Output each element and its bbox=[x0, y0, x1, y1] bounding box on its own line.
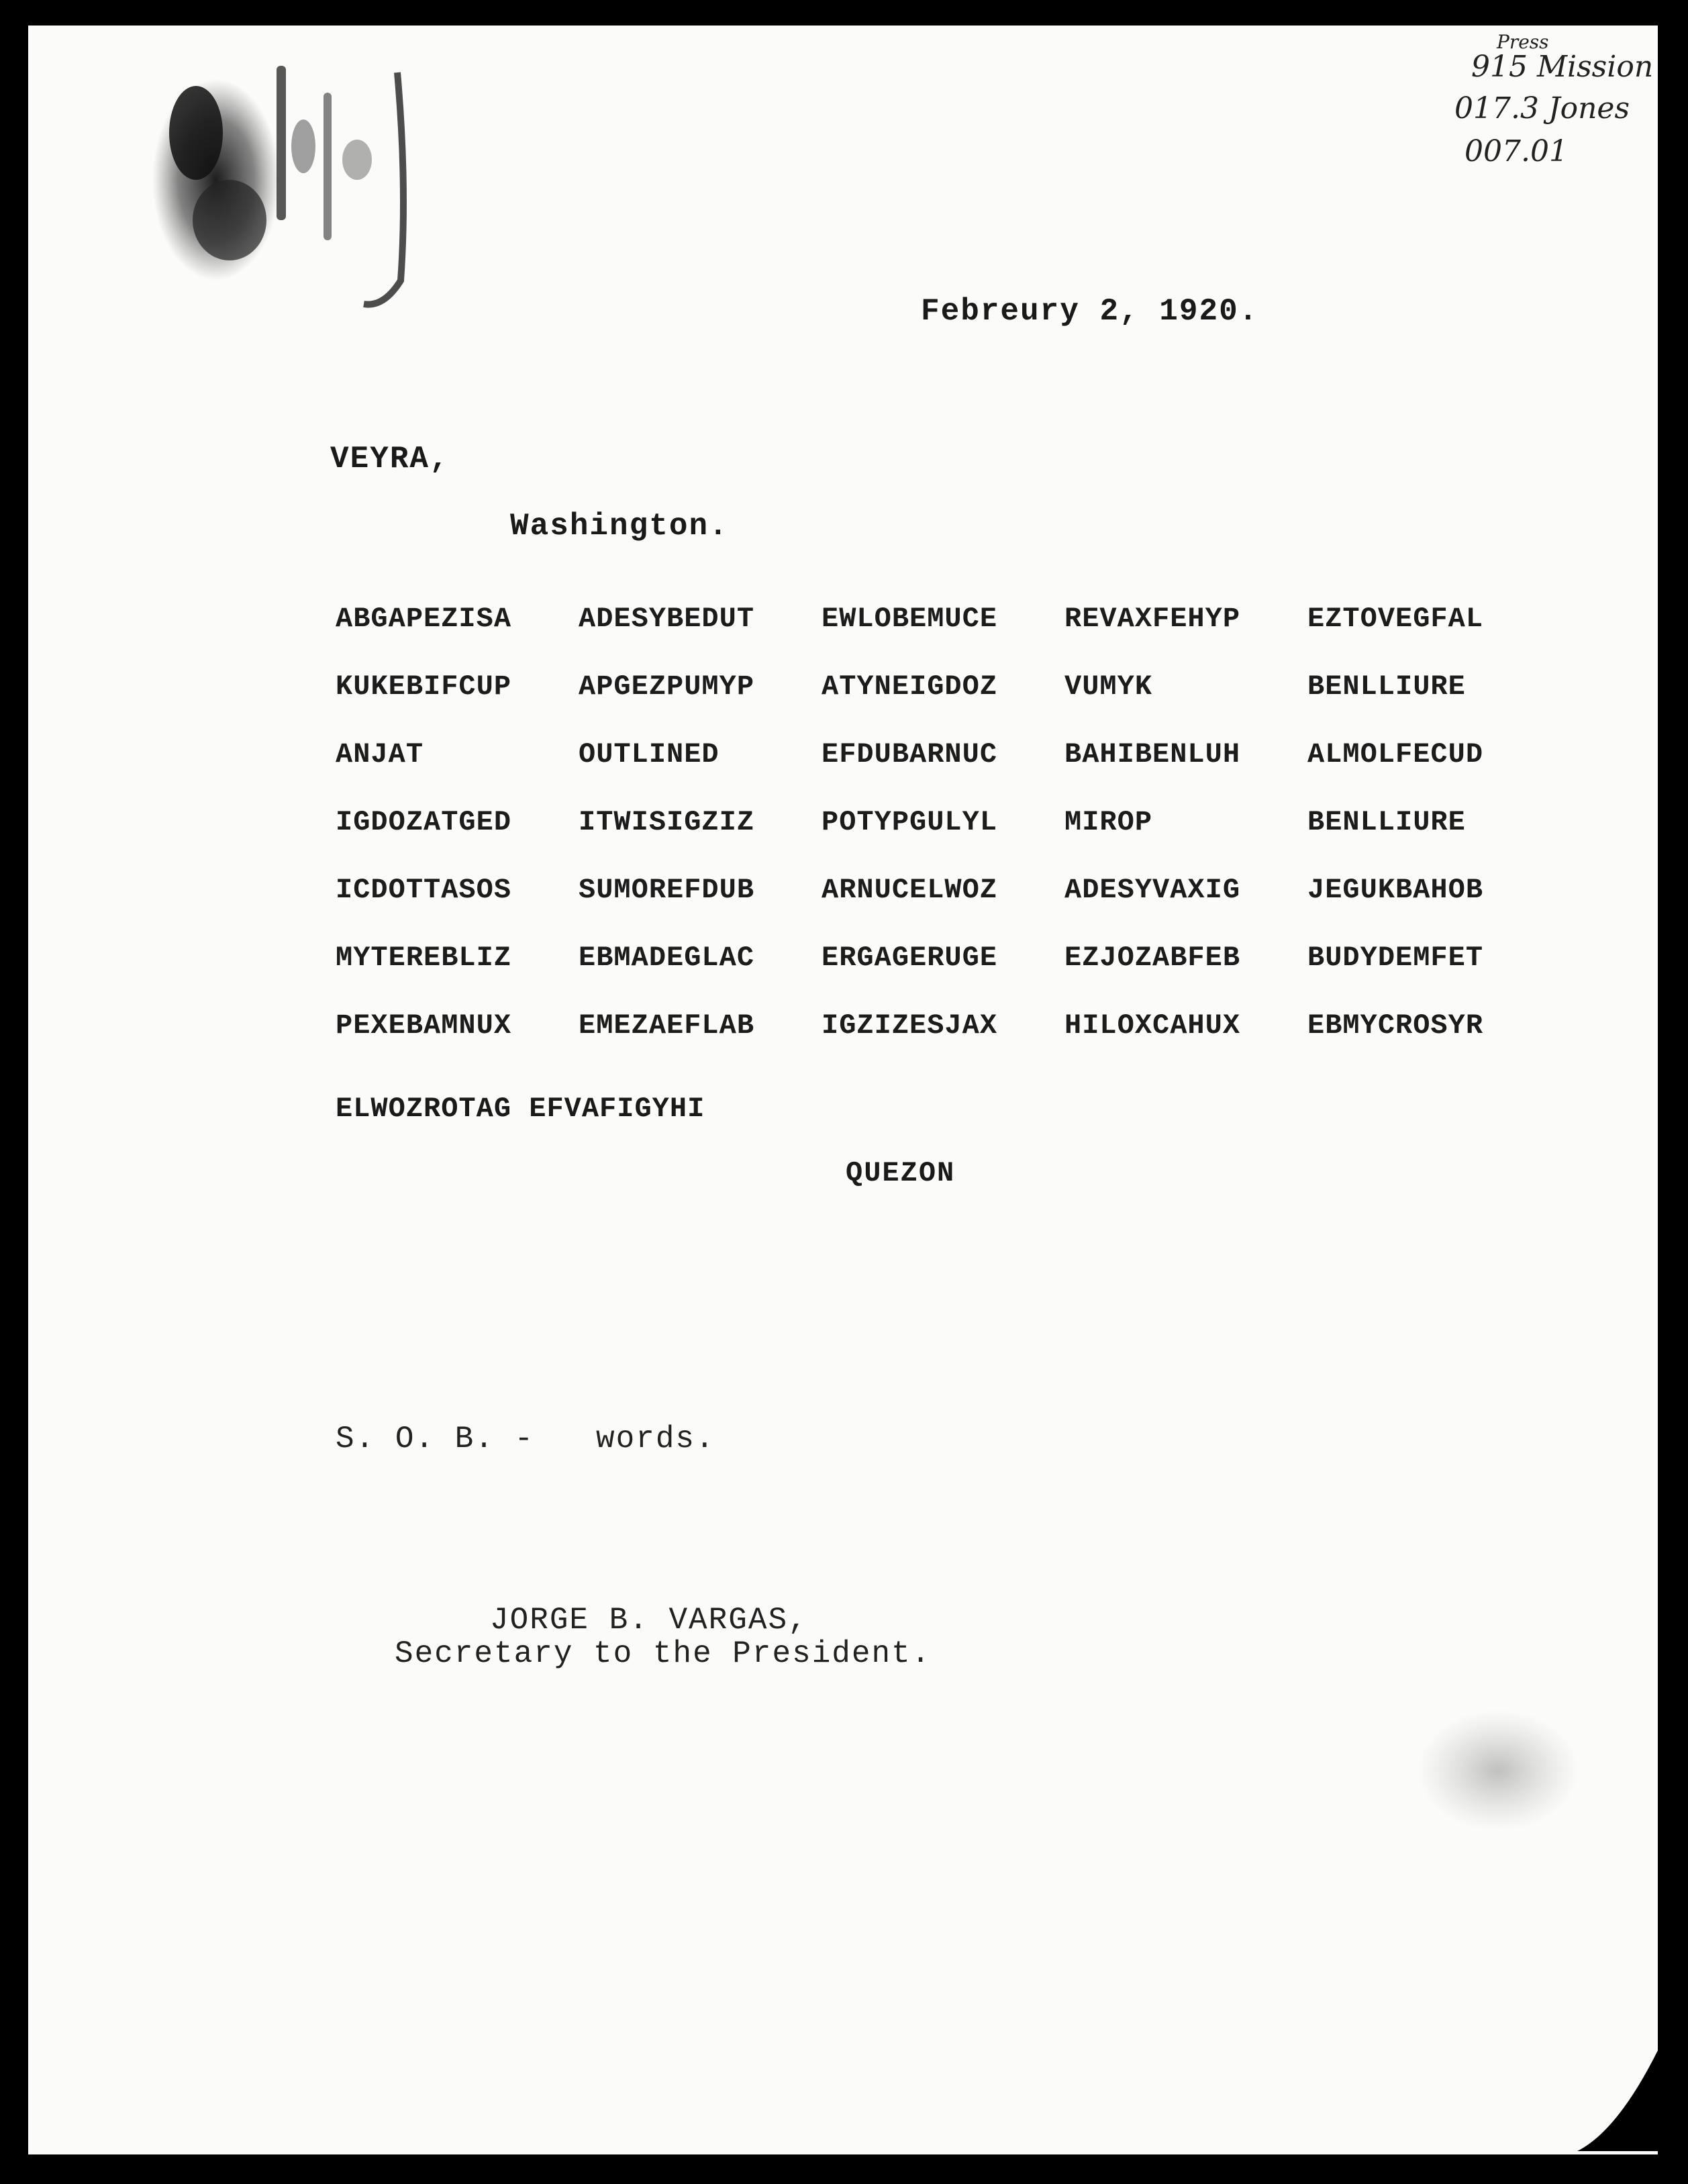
code-word: MIROP bbox=[1064, 806, 1153, 838]
handwritten-note-jones: 017.3 Jones bbox=[1454, 91, 1630, 126]
letter-date: Febreury 2, 1920. bbox=[921, 294, 1259, 329]
secretary-name: JORGE B. VARGAS, bbox=[490, 1603, 808, 1638]
document-page bbox=[28, 26, 1658, 2154]
code-word: ITWISIGZIZ bbox=[579, 806, 755, 838]
code-word: EZTOVEGFAL bbox=[1307, 603, 1484, 635]
code-word: APGEZPUMYP bbox=[579, 671, 755, 703]
code-word: BUDYDEMFET bbox=[1307, 942, 1484, 974]
sob-words: words. bbox=[596, 1422, 715, 1456]
code-last-line: ELWOZROTAG EFVAFIGYHI bbox=[336, 1093, 705, 1125]
code-word: ANJAT bbox=[336, 738, 424, 771]
code-word: JEGUKBAHOB bbox=[1307, 874, 1484, 906]
code-word: EZJOZABFEB bbox=[1064, 942, 1241, 974]
code-word: KUKEBIFCUP bbox=[336, 671, 512, 703]
code-word: REVAXFEHYP bbox=[1064, 603, 1241, 635]
code-word: ALMOLFECUD bbox=[1307, 738, 1484, 771]
code-row bbox=[336, 874, 1577, 942]
handwritten-note-file-number: 007.01 bbox=[1464, 134, 1568, 168]
code-word: VUMYK bbox=[1064, 671, 1153, 703]
code-word: IGZIZESJAX bbox=[822, 1009, 998, 1042]
handwritten-note-mission: 915 Mission bbox=[1471, 50, 1654, 84]
code-row bbox=[336, 1009, 1577, 1077]
code-word: ADESYBEDUT bbox=[579, 603, 755, 635]
code-word: POTYPGULYL bbox=[822, 806, 998, 838]
code-row bbox=[336, 806, 1577, 874]
code-word: ICDOTTASOS bbox=[336, 874, 512, 906]
page-corner bbox=[1571, 2050, 1658, 2154]
code-word: EBMADEGLAC bbox=[579, 942, 755, 974]
code-word: ATYNEIGDOZ bbox=[822, 671, 998, 703]
secretary-title: Secretary to the President. bbox=[395, 1636, 932, 1671]
code-word: IGDOZATGED bbox=[336, 806, 512, 838]
code-word: EWLOBEMUCE bbox=[822, 603, 998, 635]
code-groups bbox=[336, 603, 1577, 1077]
code-word: ABGAPEZISA bbox=[336, 603, 512, 635]
code-row bbox=[336, 942, 1577, 1009]
addressee: VEYRA, bbox=[330, 442, 450, 477]
sob-label: S. O. B. - bbox=[336, 1422, 535, 1456]
code-word: SUMOREFDUB bbox=[579, 874, 755, 906]
code-word: ARNUCELWOZ bbox=[822, 874, 998, 906]
code-word: BENLLIURE bbox=[1307, 671, 1466, 703]
code-word: BENLLIURE bbox=[1307, 806, 1466, 838]
smudge bbox=[1411, 1703, 1585, 1838]
code-word: ERGAGERUGE bbox=[822, 942, 998, 974]
code-word: HILOXCAHUX bbox=[1064, 1009, 1241, 1042]
code-word: EMEZAEFLAB bbox=[579, 1009, 755, 1042]
code-word: EFDUBARNUC bbox=[822, 738, 998, 771]
code-word: OUTLINED bbox=[579, 738, 719, 771]
handwritten-note-press: Press bbox=[1497, 31, 1549, 53]
addressee-location: Washington. bbox=[510, 509, 729, 544]
code-word: BAHIBENLUH bbox=[1064, 738, 1241, 771]
signature-quezon: QUEZON bbox=[846, 1157, 956, 1189]
code-word: PEXEBAMNUX bbox=[336, 1009, 512, 1042]
code-row bbox=[336, 671, 1577, 738]
code-row bbox=[336, 603, 1577, 671]
code-word: ADESYVAXIG bbox=[1064, 874, 1241, 906]
ink-stain bbox=[142, 52, 451, 334]
code-word: EBMYCROSYR bbox=[1307, 1009, 1484, 1042]
code-word: MYTEREBLIZ bbox=[336, 942, 512, 974]
code-row bbox=[336, 738, 1577, 806]
